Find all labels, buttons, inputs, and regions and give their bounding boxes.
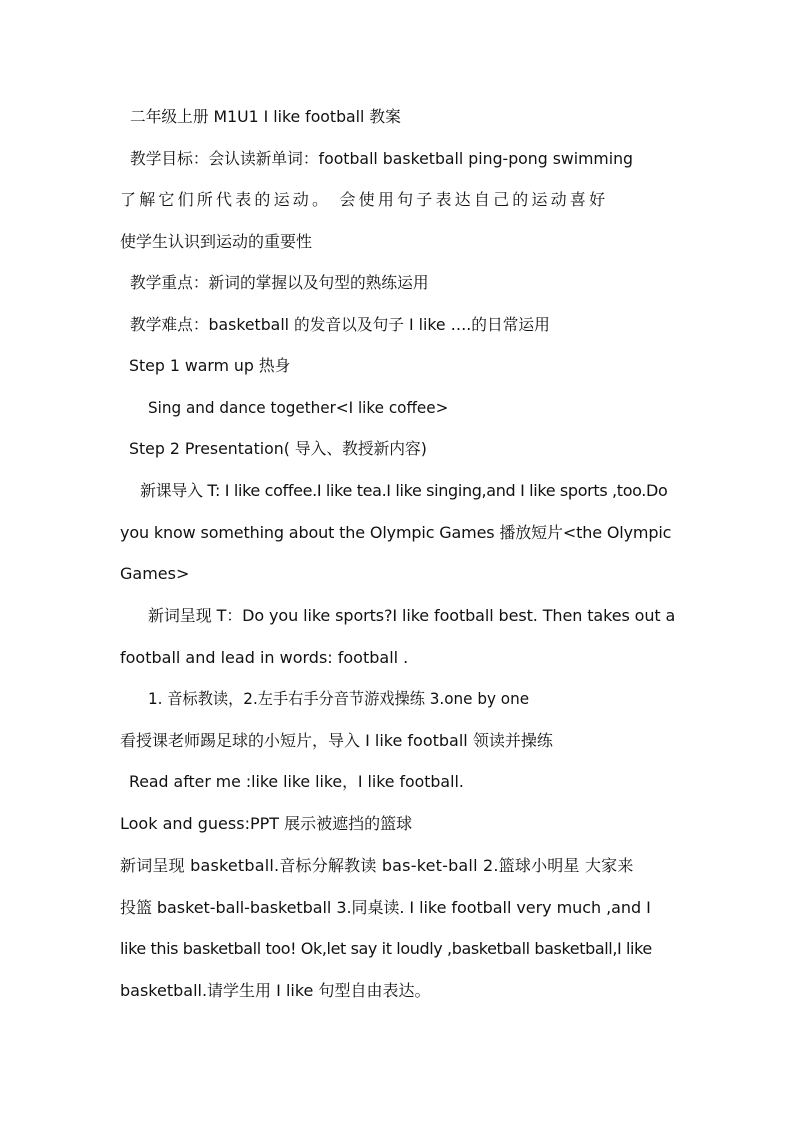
step1-heading: Step 1 warm up 热身	[129, 356, 291, 375]
new-word-line-1: 新词呈现 T：Do you like sports?I like football best. Then takes out a	[148, 606, 676, 625]
step2-heading: Step 2 Presentation( 导入、教授新内容)	[129, 439, 427, 458]
difficulties-line: 教学难点：basketball 的发音以及句子 I like ….的日常运用	[130, 315, 550, 334]
objective-line-2	[120, 190, 675, 210]
new-word-line-2: football and lead in words: football .	[120, 648, 409, 667]
basketball-line-4: basketball.请学生用 I like 句型自由表达。	[120, 981, 431, 1000]
read-after-line: Read after me :like like like，I like football.	[129, 772, 464, 791]
objective-line-3: 使学生认识到运动的重要性	[120, 232, 313, 251]
video-line: 看授课老师踢足球的小短片，导入 I like football 领读并操练	[120, 731, 553, 750]
objective-line-2-text: 了解它们所代表的运动。 会使用句子表达自己的运动喜好	[120, 190, 609, 209]
basketball-line-2: 投篮 basket-ball-basketball 3.同桌读. I like football very much ,and I	[120, 898, 651, 917]
intro-line-1: 新课导入 T: I like coffee.I like tea.I like singing,and I like sports ,too.Do	[140, 481, 668, 500]
basketball-line-1: 新词呈现 basketball.音标分解教读 bas-ket-ball 2.篮球小明星 大家来	[120, 856, 634, 875]
numbered-list-item-1: 1. 音标教读，2.左手右手分音节游戏操练 3.one by one	[148, 689, 530, 708]
key-points-line: 教学重点：新词的掌握以及句型的熟练运用	[130, 273, 429, 292]
intro-line-2: you know something about the Olympic Games 播放短片<the Olympic	[120, 523, 672, 542]
step1-activity: Sing and dance together<I like coffee>	[148, 398, 449, 417]
objective-line-1: 教学目标：会认读新单词：football basketball ping-pong swimming	[130, 149, 634, 168]
intro-line-3: Games>	[120, 564, 190, 583]
look-guess-line: Look and guess:PPT 展示被遮挡的篮球	[120, 814, 413, 833]
basketball-line-3: like this basketball too! Ok,let say it loudly ,basketball basketball,I like	[120, 939, 652, 958]
document-title: 二年级上册 M1U1 I like football 教案	[130, 107, 401, 126]
